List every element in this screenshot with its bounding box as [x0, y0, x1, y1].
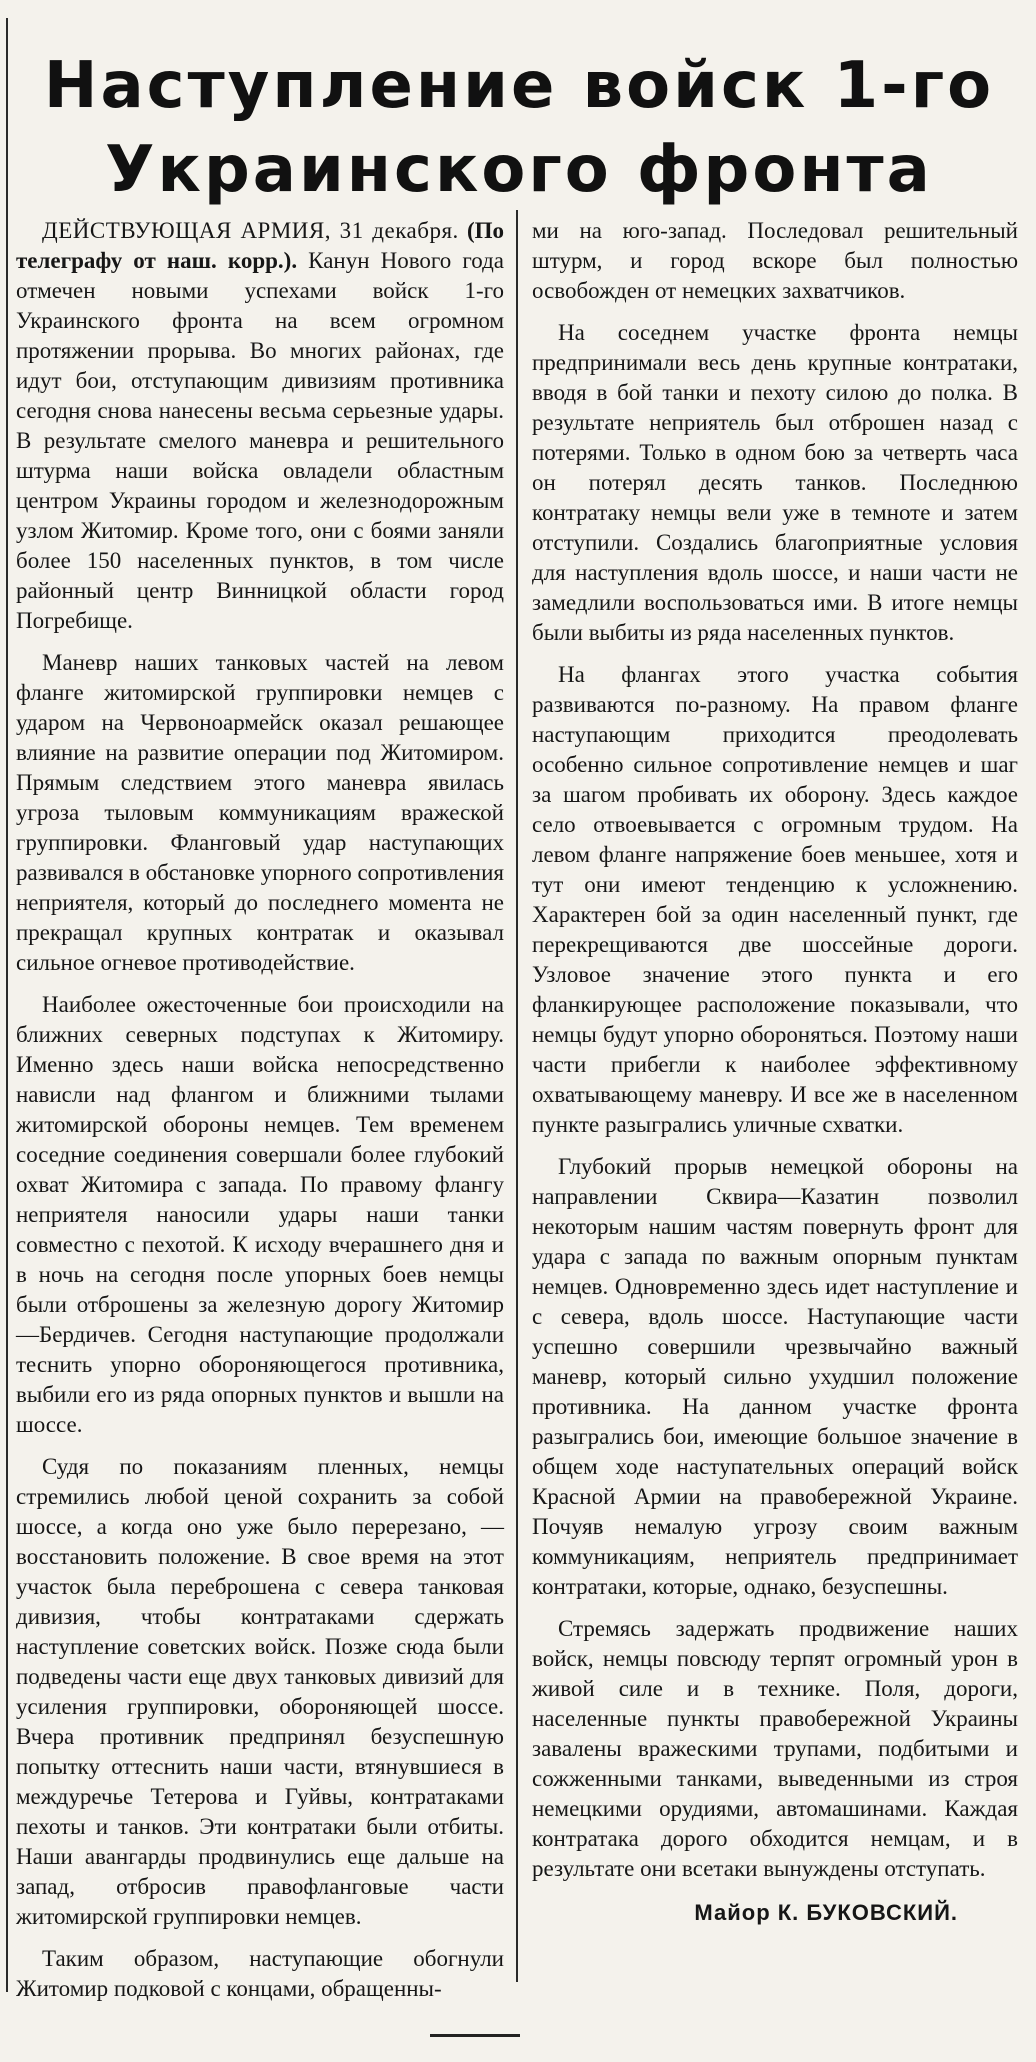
paragraph: Наиболее ожесточенные бои происходили на ближних северных подступах к Житомиру. Именно здесь наши войска непосредственно нависли над флангом и ближними тылами житомирской обороны немцев. Тем временем соседние соединения совершали более глубокий охват Житомира с запада. По правому флангу неприятеля наносили удары наши танки совместно с пехотой. К исходу вчерашнего дня и в ночь на сегодня после упорных боев немцы были отброшены за железную дорогу Житомир—Бердичев. Сегодня наступающие продолжали теснить упорно обороняющегося противника, выбили его из ряда опорных пунктов и вышли на шоссе.: [16, 992, 504, 1437]
correspondent-credit: (По телеграфу от наш. корр.).: [16, 218, 504, 273]
paragraph: Судя по показаниям пленных, немцы стремились любой ценой сохранить за собой шоссе, а когда оно уже было перерезано, — восстановить положение. В свое время на этот участок была переброшена с севера танковая дивизия, чтобы контратаками сдержать наступление советских войск. Позже сюда были подведены части еще двух танковых дивизий для усиления группировки, обороняющей шоссе. Вчера противник предпринял безуспешную попытку оттеснить наши части, втянувшиеся в междуречье Тетерова и Гуйвы, контратаками пехоты и танков. Эти контратаки были отбиты. Наши авангарды продвинулись еще дальше на запад, отбросив правофланговые части житомирской группировки немцев.: [16, 1454, 504, 1929]
paragraph: Маневр наших танковых частей на левом фланге житомирской группировки немцев с ударом на Червоноармейск оказал решающее влияние на развитие операции под Житомиром. Прямым следствием этого маневра явилась угроза тыловым коммуникациям вражеской группировки. Фланговый удар наступающих развивался в обстановке упорного сопротивления неприятеля, который до последнего момента не прекращал крупных контратак и оказывал сильное огневое противодействие.: [16, 650, 504, 975]
paragraph-text: Канун Нового года отмечен новыми успехами войск 1-го Украинского фронта на всем огромном протяжении прорыва. Во многих районах, где идут бои, отступающим дивизиям противника сегодня снова нанесены весьма серьезные удары. В результате смелого маневра и решительного штурма наши войска овладели областным центром Украины городом и железнодорожным узлом Житомир. Кроме того, они с боями заняли более 150 населенных пунктов, в том числе районный центр Винницкой области город Погребище.: [16, 248, 504, 633]
paragraph: На соседнем участке фронта немцы предпринимали весь день крупные контратаки, вводя в бой танки и пехоту силою до полка. В результате неприятель был отброшен назад с потерями. Только в одном бою за четверть часа он потерял десять танков. Последнюю контратаку немцы вели уже в темноте и затем отступили. Создались благоприятные условия для наступления вдоль шоссе, и наши части не замедлили воспользоваться ими. В итоге немцы были выбиты из ряда населенных пунктов.: [532, 320, 1018, 645]
end-rule: [430, 2034, 520, 2037]
article-body: [16, 216, 1022, 2016]
author-signature: Майор К. БУКОВСКИЙ.: [694, 1900, 958, 1925]
right-column: [518, 216, 1018, 2016]
left-column: [16, 216, 516, 2016]
paragraph: Глубокий прорыв немецкой обороны на направлении Сквира—Казатин позволил некоторым нашим частям повернуть фронт для удара с запада по важным опорным пунктам немцев. Одновременно здесь идет наступление и с севера, вдоль шоссе. Наступающие части успешно совершили чрезвычайно важный маневр, который сильно ухудшил положение противника. На данном участке фронта разыгрались бои, имеющие большое значение в общем ходе наступательных операций войск Красной Армии на правобережной Украине. Почуяв немалую угрозу своим важным коммуникациям, неприятель предпринимает контратаки, которые, однако, безуспешны.: [532, 1154, 1018, 1599]
dateline: ДЕЙСТВУЮЩАЯ АРМИЯ, 31 декабря.: [42, 218, 459, 243]
paragraph: [16, 216, 504, 636]
headline-line-1: Наступление войск 1-го: [43, 49, 995, 123]
paragraph: Стремясь задержать продвижение наших войск, немцы повсюду терпят огромный урон в живой силе и в технике. Поля, дороги, населенные пункты правобережной Украины завалены вражескими трупами, подбитыми и сожженными танками, выведенными из строя немецкими орудиями, автомашинами. Каждая контратака дорого обходится немцам, и в результате они всетаки вынуждены отступать.: [532, 1616, 1018, 1881]
paragraph: На флангах этого участка события развиваются по-разному. На правом фланге наступающим приходится преодолевать особенно сильное сопротивление немцев и шаг за шагом пробивать их оборону. Здесь каждое село отвоевывается с огромным трудом. На левом фланге напряжение боев меньшее, хотя и тут они имеют тенденцию к усложнению. Характерен бой за один населенный пункт, где перекрещиваются две шоссейные дороги. Узловое значение этого пункта и его фланкирующее расположение показывали, что немцы будут упорно обороняться. Поэтому наши части прибегли к наиболее эффективному охватывающему маневру. И все же в населенном пункте разыгрались уличные схватки.: [532, 662, 1018, 1137]
paragraph: Таким образом, наступающие обогнули Житомир подковой с концами, обращенны-: [16, 1946, 504, 2001]
headline: [16, 0, 1022, 212]
left-edge-rule: [6, 18, 8, 1992]
paragraph: ми на юго-запад. Последовал решительный штурм, и город вскоре был полностью освобожден от немецких захватчиков.: [532, 218, 1018, 303]
headline-line-2: Украинского фронта: [105, 133, 933, 207]
